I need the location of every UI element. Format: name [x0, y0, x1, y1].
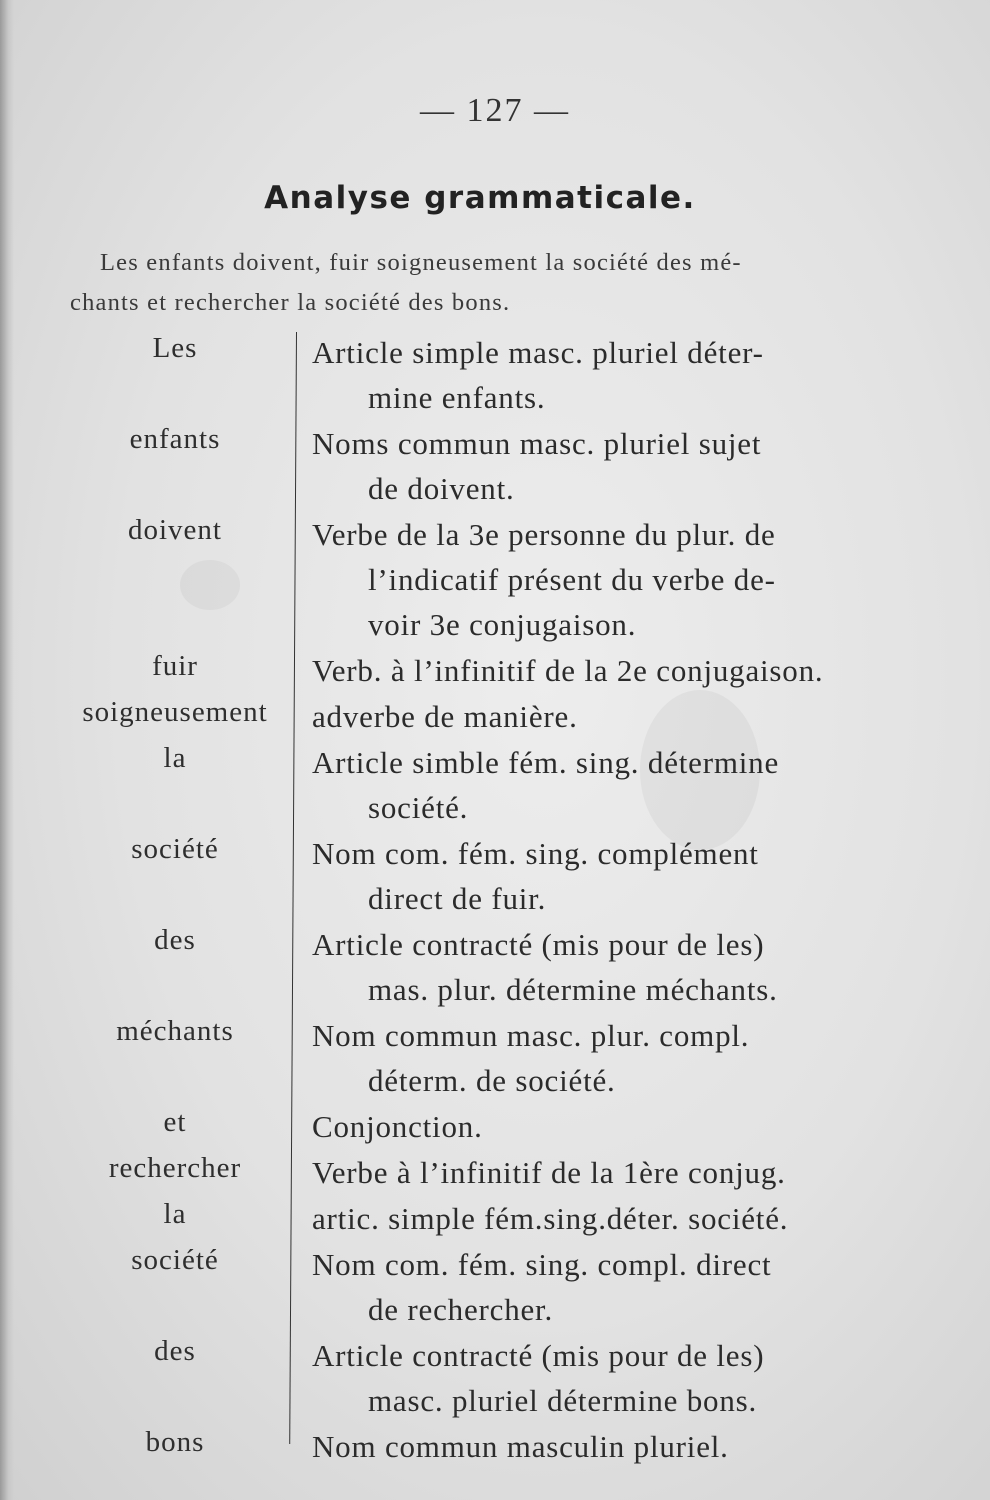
- word-analysis: [312, 922, 882, 1012]
- analysis-line: Article simple masc. pluriel déter-: [312, 335, 764, 370]
- sentence-line: Les enfants doivent, fuir soigneusement la société des mé-: [100, 249, 742, 276]
- analyzed-word: la: [163, 742, 187, 774]
- word-analysis: [312, 330, 882, 420]
- analysis-line: Nom commun masc. plur. compl.: [312, 1018, 750, 1053]
- word-analysis: [312, 1242, 882, 1332]
- analysis-line: de doivent.: [368, 471, 515, 506]
- analyzed-word: soigneusement: [82, 696, 268, 728]
- analyzed-word: Les: [152, 332, 198, 364]
- analysis-line: voir 3e conjugaison.: [368, 607, 637, 642]
- analysis-line: artic. simple fém.sing.déter. société.: [312, 1201, 789, 1236]
- word-analysis: [312, 1013, 882, 1103]
- word-analysis: [312, 1150, 882, 1195]
- word-analysis: [312, 421, 882, 511]
- analysis-line: Verbe de la 3e personne du plur. de: [312, 517, 776, 552]
- analysis-line: masc. pluriel détermine bons.: [368, 1383, 758, 1418]
- paper-stain: [180, 560, 240, 610]
- analysis-line: Nom commun masculin pluriel.: [312, 1429, 729, 1464]
- analyzed-word: fuir: [152, 650, 198, 682]
- analyzed-word: la: [163, 1198, 187, 1230]
- analysis-line: Conjonction.: [312, 1109, 483, 1144]
- analysis-line: déterm. de société.: [368, 1063, 616, 1098]
- analysis-line: de rechercher.: [368, 1292, 554, 1327]
- analysis-line: l’indicatif présent du verbe de-: [368, 562, 776, 597]
- analyzed-word: et: [163, 1106, 187, 1138]
- analysis-line: Nom com. fém. sing. compl. direct: [312, 1247, 772, 1282]
- analysis-line: Article simble fém. sing. détermine: [312, 745, 780, 780]
- word-analysis: [312, 512, 882, 647]
- word-analysis: [312, 1424, 882, 1469]
- column-divider: [289, 332, 297, 1444]
- analyzed-word: société: [131, 1244, 219, 1276]
- analyzed-word: doivent: [128, 514, 222, 546]
- word-analysis: [312, 1196, 882, 1241]
- analyzed-word: méchants: [116, 1015, 234, 1047]
- word-analysis: [312, 1333, 882, 1423]
- example-sentence: [70, 243, 885, 323]
- analyzed-word: enfants: [129, 423, 221, 455]
- word-analysis: [312, 648, 882, 693]
- analyzed-word: bons: [145, 1426, 205, 1458]
- page-number: — 127 —: [420, 92, 570, 129]
- analysis-line: société.: [368, 790, 469, 825]
- analysis-line: Nom com. fém. sing. complément: [312, 836, 759, 871]
- analyzed-word: rechercher: [108, 1152, 242, 1184]
- analysis-line: Noms commun masc. pluriel sujet: [312, 426, 762, 461]
- analysis-line: Article contracté (mis pour de les): [312, 1338, 765, 1373]
- analyzed-word: des: [154, 924, 196, 956]
- spine-shadow: [0, 0, 14, 1500]
- word-analysis: [312, 740, 882, 830]
- word-analysis: [312, 694, 882, 739]
- page-heading: Analyse grammaticale.: [264, 180, 696, 216]
- analysis-line: adverbe de manière.: [312, 699, 578, 734]
- analyzed-word: société: [131, 833, 219, 865]
- sentence-line: chants et rechercher la société des bons.: [70, 289, 511, 316]
- analysis-line: mas. plur. détermine méchants.: [368, 972, 778, 1007]
- analysis-line: direct de fuir.: [368, 881, 547, 916]
- analysis-line: Verbe à l’infinitif de la 1ère conjug.: [312, 1155, 786, 1190]
- analysis-line: Verb. à l’infinitif de la 2e conjugaison.: [312, 653, 824, 688]
- analysis-line: mine enfants.: [368, 380, 546, 415]
- word-analysis: [312, 1104, 882, 1149]
- analysis-line: Article contracté (mis pour de les): [312, 927, 765, 962]
- analyzed-word: des: [154, 1335, 196, 1367]
- word-analysis: [312, 831, 882, 921]
